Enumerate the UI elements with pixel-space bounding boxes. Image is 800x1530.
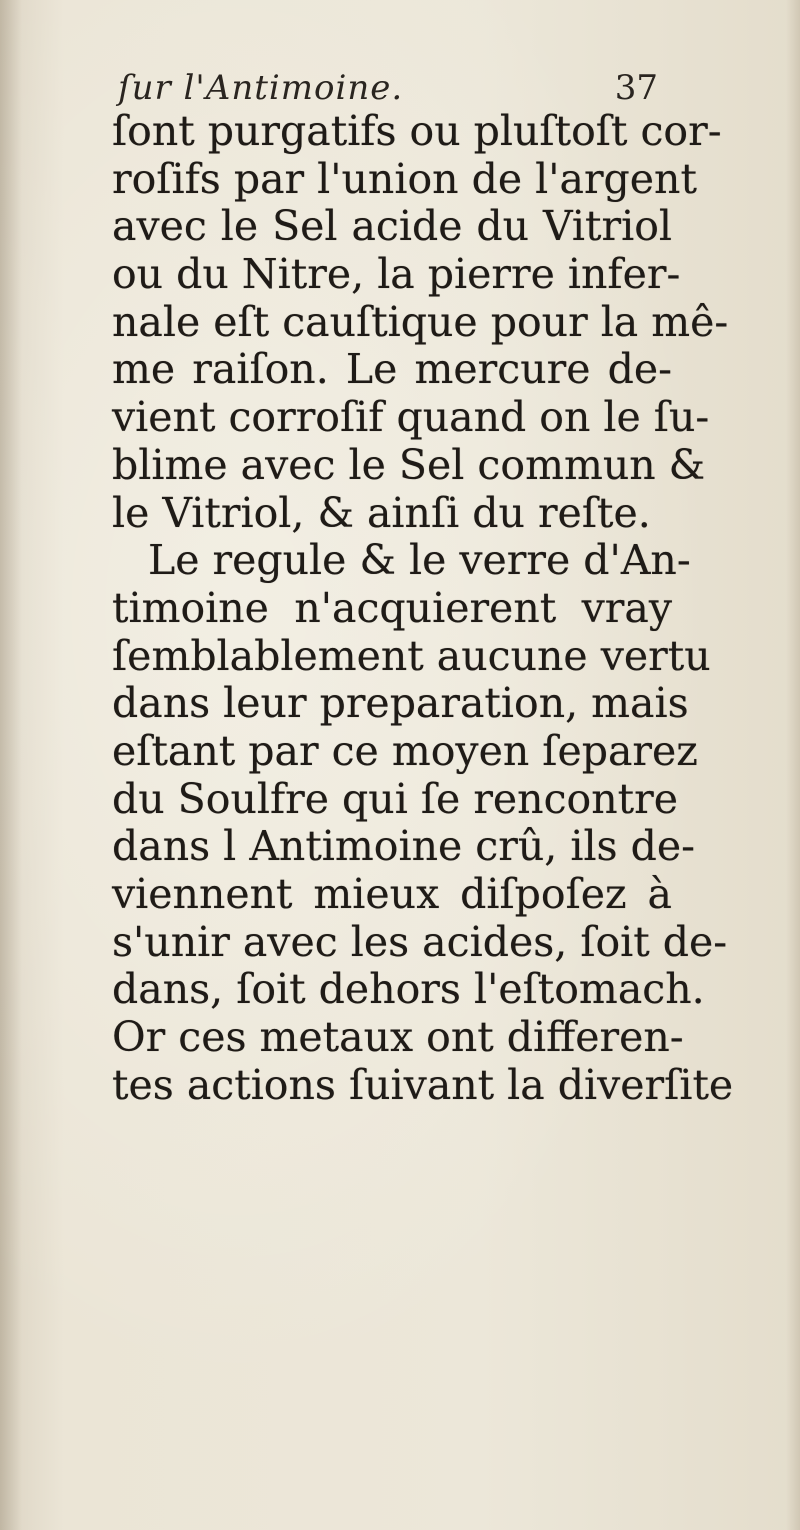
text-line: me raiſon. Le mercure de- bbox=[112, 345, 672, 394]
text-line: dans l Antimoine crû, ils de- bbox=[112, 822, 695, 871]
text-line: ſont purgatifs ou pluſtoſt cor- bbox=[112, 107, 722, 155]
text-line: blime avec le Sel commun & bbox=[112, 440, 706, 489]
text-line: dans, ſoit dehors l'eſtomach. bbox=[112, 965, 705, 1014]
page-edge-shadow bbox=[786, 0, 800, 1530]
text-line: roſifs par l'union de l'argent bbox=[112, 154, 697, 203]
text-line: tes actions ſuivant la diverſite bbox=[112, 1060, 734, 1109]
text-line: ſemblablement aucune vertu bbox=[112, 631, 711, 680]
text-line: Le regule & le verre d'An- bbox=[148, 536, 691, 585]
gutter-shadow bbox=[0, 0, 22, 1530]
text-line: Or ces metaux ont differen- bbox=[112, 1013, 684, 1062]
running-title: ſur l'Antimoine. bbox=[118, 68, 404, 108]
text-line: s'unir avec les acides, ſoit de- bbox=[112, 917, 728, 966]
text-line: eſtant par ce moyen ſeparez bbox=[112, 726, 698, 775]
text-line: du Soulfre qui ſe rencontre bbox=[112, 774, 678, 823]
text-line: vient corroſif quand on le ſu- bbox=[112, 393, 710, 442]
text-line: le Vitriol, & ainſi du reſte. bbox=[112, 488, 651, 537]
text-line: nale eſt cauſtique pour la mê- bbox=[112, 297, 729, 346]
text-line: ou du Nitre, la pierre infer- bbox=[112, 250, 681, 299]
text-line: avec le Sel acide du Vitriol bbox=[112, 202, 672, 251]
body-text bbox=[112, 107, 734, 1109]
page-number: 37 bbox=[614, 68, 658, 108]
text-line: viennent mieux diſpoſez à bbox=[112, 870, 672, 918]
text-line: timoine n'acquierent vray bbox=[112, 583, 672, 632]
text-line: dans leur preparation, mais bbox=[112, 679, 689, 728]
